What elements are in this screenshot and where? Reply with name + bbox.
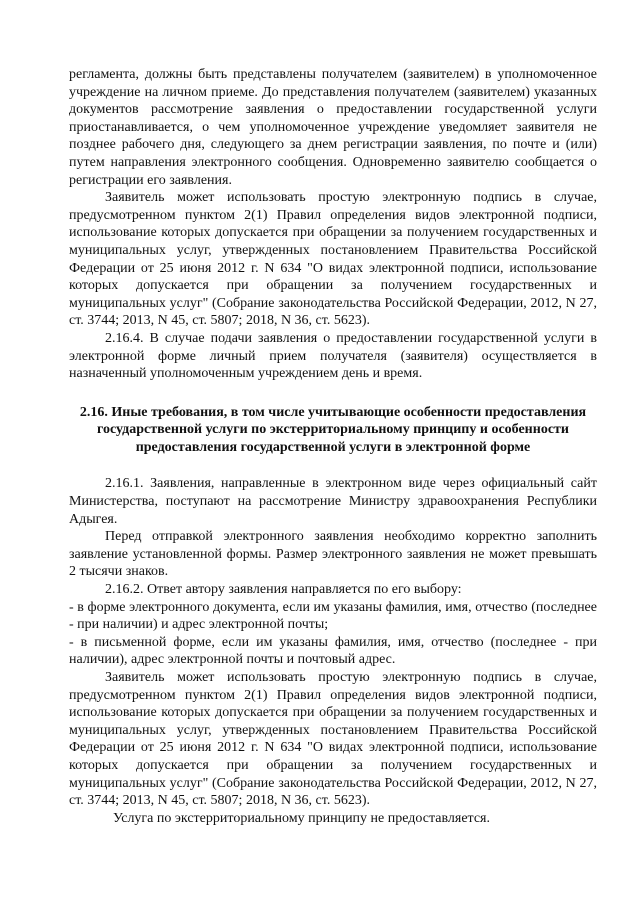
section-heading-2-16: 2.16. Иные требования, в том числе учитывающие особенности предоставления государственной услуги по экстерриториальному принципу и особенности предоставления государственной услуги в электронной форме [79, 404, 587, 455]
spacer [69, 383, 597, 404]
paragraph-form-requirements: Перед отправкой электронного заявления необходимо корректно заполнить заявление установленной формы. Размер электронного заявления не может превышать 2 тысячи знаков. [69, 529, 597, 580]
list-item-written-answer: - в письменной форме, если им указаны фамилия, имя, отчество (последнее - при наличии), адрес электронной почты и почтовый адрес. [69, 634, 597, 668]
list-item-electronic-answer: - в форме электронного документа, если им указаны фамилия, имя, отчество (последнее - при наличии) и адрес электронной почты; [69, 599, 597, 633]
paragraph-2-16-1: 2.16.1. Заявления, направленные в электронном виде через официальный сайт Министерства, поступают на рассмотрение Министру здравоохранения Республики Адыгея. [69, 476, 597, 527]
paragraph-extraterritorial: Услуга по экстерриториальному принципу не предоставляется. [113, 810, 490, 826]
spacer [69, 456, 597, 475]
paragraph-registration: регламента, должны быть представлены получателем (заявителем) в уполномоченное учреждение на личном приеме. До представления получателем (заявителем) указанных документов рассмотрение заявления о предоставлении государственной услуги приостанавливается, о чем уполномоченное учреждение уведомляет заявителя не позднее рабочего дня, следующего за днем регистрации заявления, по почте и (или) путем направления электронного сообщения. Одновременно заявителю сообщается о регистрации его заявления. [69, 67, 597, 188]
paragraph-2-16-2: 2.16.2. Ответ автору заявления направляется по его выбору: [105, 582, 462, 598]
paragraph-2-16-4: 2.16.4. В случае подачи заявления о предоставлении государственной услуги в электронной форме личный прием получателя (заявителя) осуществляется в назначенный уполномоченным учреждением день и время. [69, 330, 597, 382]
paragraph-simple-signature: Заявитель может использовать простую электронную подпись в случае, предусмотренном пунктом 2(1) Правил определения видов электронной подписи, использование которых допускается при обращении за получением государственных и муниципальных услуг, утвержденных постановлением Правительства Российской Федерации от 25 июня 2012 г. N 634 "О видах электронной подписи, использование которых допускается при обращении за получением государственных и муниципальных услуг" (Собрание законодательства Российской Федерации, 2012, N 27, ст. 3744; 2013, N 45, ст. 5807; 2018, N 36, ст. 5623). [69, 190, 597, 329]
paragraph-simple-signature-2: Заявитель может использовать простую электронную подпись в случае, предусмотренном пунктом 2(1) Правил определения видов электронной подписи, использование которых допускается при обращении за получением государственных и муниципальных услуг, утвержденных постановлением Правительства Российской Федерации от 25 июня 2012 г. N 634 "О видах электронной подписи, использование которых допускается при обращении за получением государственных и муниципальных услуг" (Собрание законодательства Российской Федерации, 2012, N 27, ст. 3744; 2013, N 45, ст. 5807; 2018, N 36, ст. 5623). [69, 670, 597, 809]
document-page [69, 66, 597, 827]
